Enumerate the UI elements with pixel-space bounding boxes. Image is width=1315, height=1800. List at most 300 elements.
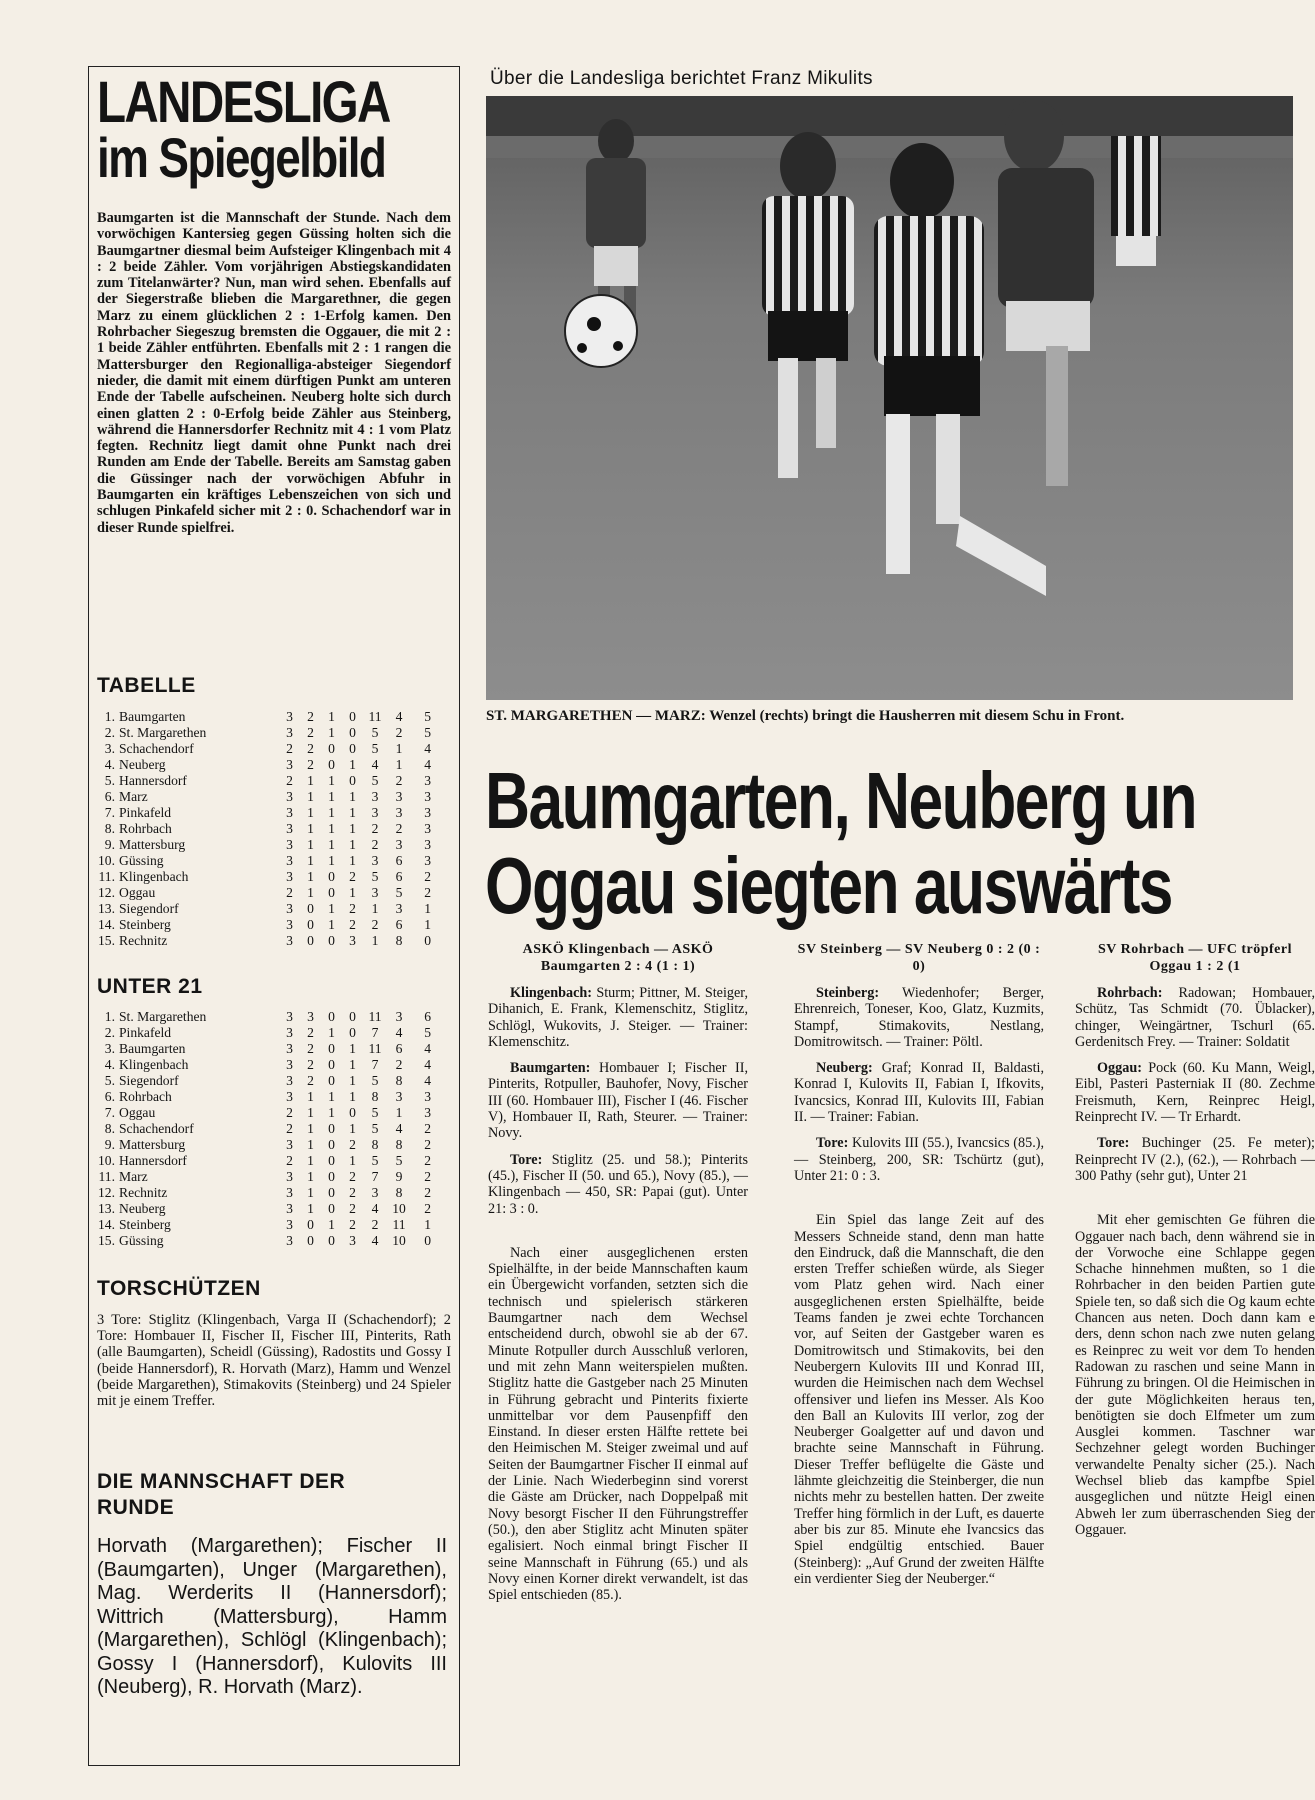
cell-team: Mattersburg: [119, 1137, 186, 1152]
cell-rank: 3.: [104, 741, 115, 756]
cell-pts: 3: [424, 789, 431, 804]
cell-w: 2: [307, 741, 314, 756]
cell-gf: 5: [371, 725, 379, 740]
cell-ga: 5: [395, 885, 403, 900]
cell-sp: 3: [286, 789, 293, 804]
table-row: [89, 1217, 431, 1233]
table-row: [89, 1089, 431, 1105]
cell-sp: 3: [286, 805, 293, 820]
photo-caption: [486, 707, 1293, 725]
cell-gf: 1: [371, 933, 379, 948]
cell-team: Neuberg: [119, 757, 166, 772]
game2-report: Ein Spiel das lange Zeit auf des Messers Schneide stand, denn man hatte den Eindruck, daß die Mannschaft, die den ersten Treffer schießen würde, als Sieger vom Platz gehen wird. Nach einer ausgeglichenen ersten Spielhälfte, beide Teams fanden je zwei echte Torchancen vor, auf Seiten der Gastgeber waren es Domitrowitsch und Stimakovits, bei den Neubergern Kulovits III und Konrad III, wurden die Heimischen nach dem Wechsel offensiver und liefen ins Messer. Als Koo den Ball an Kulovits III verlor, zog der Neuberger Goalgetter auf und davon und brachte seine Mannschaft in Führung. Dieser Treffer beflügelte die Gäste und lähmte gleichzeitig die Steinberger, die nun nichts mehr zu bestellen hatten. Der zweite Treffer hing förmlich in der Luft, es dauerte aber bis zur 85. Minute ehe Ivancsics das Spiel endgültig entschied. Bauer (Steinberg): „Auf Grund der zweiten Hälfte ein verdienter Sieg der Neuberger.“: [794, 1212, 1044, 1587]
table-row: [89, 757, 431, 773]
cell-d: 0: [328, 1073, 335, 1088]
cell-w: 2: [307, 709, 314, 724]
cell-ga: 6: [395, 853, 403, 868]
cell-l: 1: [349, 821, 356, 836]
game-rohrbach-oggau-clip: [1075, 942, 1315, 1782]
cell-w: 1: [307, 1201, 314, 1216]
cell-w: 2: [307, 757, 314, 772]
cell-l: 0: [349, 725, 356, 740]
cell-rank: 14.: [98, 917, 115, 932]
cell-w: 1: [307, 1137, 314, 1152]
cell-l: 1: [349, 1153, 356, 1168]
cell-sp: 3: [286, 1057, 293, 1072]
cell-gf: 5: [371, 1153, 379, 1168]
table-row: [89, 1121, 431, 1137]
cell-ga: 2: [395, 725, 403, 740]
cell-team: Baumgarten: [119, 709, 186, 724]
cell-d: 0: [328, 869, 335, 884]
cell-team: Schachendorf: [119, 741, 194, 756]
cell-sp: 2: [286, 741, 293, 756]
cell-rank: 7.: [104, 805, 115, 820]
game3-title: SV Rohrbach — UFC tröpferl Oggau 1 : 2 (1: [1098, 942, 1292, 974]
cell-w: 1: [307, 789, 314, 804]
game2-tore: Kulovits III (55.), Ivancsics (85.), — Steinberg, 200, SR: Tschürtz (gut), Unter 21: 0 : 3.: [794, 1135, 1045, 1184]
cell-team: Rechnitz: [119, 933, 168, 948]
cell-team: Mattersburg: [119, 837, 186, 852]
game2-away-lineup: Graf; Konrad II, Baldasti, Konrad I, Kulovits II, Fabian I, Ifkovits, Ivancsics, Konrad III, Kulovits III, Fabian II. — Trainer: Fabian.: [794, 1060, 1044, 1126]
cell-sp: 3: [286, 1233, 293, 1248]
cell-pts: 5: [424, 725, 431, 740]
cell-ga: 3: [395, 1009, 403, 1024]
cell-ga: 3: [395, 837, 403, 852]
cell-l: 1: [349, 1073, 356, 1088]
table-row: [89, 1009, 431, 1025]
cell-gf: 3: [371, 789, 379, 804]
cell-team: Oggau: [119, 885, 156, 900]
table-row: [89, 821, 431, 837]
cell-sp: 3: [286, 1169, 293, 1184]
cell-team: Hannersdorf: [119, 1153, 187, 1168]
cell-w: 2: [307, 1041, 314, 1056]
cell-team: Siegendorf: [119, 1073, 179, 1088]
caption-rest: Wenzel (rechts) bringt die Hausherren mit diesem Schu in Front.: [709, 708, 1125, 724]
cell-gf: 7: [371, 1057, 379, 1072]
cell-sp: 3: [286, 853, 293, 868]
cell-sp: 3: [286, 933, 293, 948]
cell-team: Oggau: [119, 1105, 156, 1120]
cell-w: 1: [307, 805, 314, 820]
cell-w: 2: [307, 1057, 314, 1072]
cell-gf: 5: [371, 773, 379, 788]
table-row: [89, 853, 431, 869]
cell-l: 0: [349, 709, 356, 724]
cell-l: 1: [349, 789, 356, 804]
cell-ga: 6: [395, 869, 403, 884]
table-row: [89, 741, 431, 757]
cell-d: 1: [328, 821, 335, 836]
cell-pts: 2: [424, 1137, 431, 1152]
cell-w: 2: [307, 1073, 314, 1088]
game2-home-label: Steinberg:: [816, 985, 880, 1001]
cell-gf: 5: [371, 1121, 379, 1136]
cell-pts: 5: [424, 1025, 431, 1040]
cell-rank: 8.: [104, 821, 115, 836]
cell-pts: 1: [424, 1217, 431, 1232]
cell-d: 1: [328, 917, 335, 932]
cell-w: 0: [307, 1217, 314, 1232]
cell-d: 0: [328, 1057, 335, 1072]
cell-gf: 8: [371, 1137, 379, 1152]
cell-rank: 11.: [98, 869, 115, 884]
cell-ga: 4: [395, 1025, 403, 1040]
caption-bold: ST. MARGARETHEN — MARZ:: [486, 708, 706, 724]
cell-sp: 3: [286, 901, 293, 916]
cell-ga: 6: [395, 917, 403, 932]
cell-sp: 2: [286, 1105, 293, 1120]
cell-w: 0: [307, 1233, 314, 1248]
cell-sp: 3: [286, 725, 293, 740]
cell-d: 1: [328, 837, 335, 852]
cell-d: 1: [328, 1025, 335, 1040]
cell-l: 1: [349, 1057, 356, 1072]
cell-l: 1: [349, 1041, 356, 1056]
cell-team: Klingenbach: [119, 869, 189, 884]
cell-d: 0: [328, 1041, 335, 1056]
cell-pts: 0: [424, 933, 431, 948]
cell-d: 0: [328, 885, 335, 900]
cell-gf: 5: [371, 1073, 379, 1088]
cell-l: 2: [349, 1185, 356, 1200]
cell-ga: 3: [395, 1089, 403, 1104]
cell-d: 1: [328, 1105, 335, 1120]
cell-l: 3: [349, 933, 356, 948]
cell-rank: 2.: [104, 1025, 115, 1040]
cell-rank: 1.: [104, 1009, 115, 1024]
cell-ga: 10: [392, 1233, 406, 1248]
cell-rank: 7.: [104, 1105, 115, 1120]
cell-w: 1: [307, 1105, 314, 1120]
table-row: [89, 917, 431, 933]
cell-pts: 2: [424, 869, 431, 884]
cell-w: 1: [307, 821, 314, 836]
match-photo: [486, 96, 1293, 700]
cell-ga: 1: [395, 741, 403, 756]
cell-sp: 3: [286, 1073, 293, 1088]
cell-w: 0: [307, 901, 314, 916]
cell-ga: 2: [395, 821, 403, 836]
cell-gf: 5: [371, 869, 379, 884]
cell-team: St. Margarethen: [119, 725, 207, 740]
cell-pts: 0: [424, 1233, 431, 1248]
game2-title: SV Steinberg — SV Neuberg 0 : 2 (0 : 0): [797, 942, 1041, 974]
table-row: [89, 933, 431, 949]
cell-pts: 2: [424, 1169, 431, 1184]
cell-d: 1: [328, 725, 335, 740]
headline-line1: Baumgarten, Neuberg un: [485, 756, 1197, 845]
cell-rank: 14.: [98, 1217, 115, 1232]
cell-sp: 3: [286, 1201, 293, 1216]
cell-ga: 6: [395, 1041, 403, 1056]
cell-d: 0: [328, 1137, 335, 1152]
cell-rank: 8.: [104, 1121, 115, 1136]
cell-team: Marz: [119, 1169, 148, 1184]
table-row: [89, 789, 431, 805]
cell-team: Pinkafeld: [119, 1025, 172, 1040]
cell-gf: 4: [371, 1233, 379, 1248]
cell-pts: 3: [424, 1105, 431, 1120]
cell-pts: 1: [424, 901, 431, 916]
game1-home-lineup: Sturm; Pittner, M. Steiger, Dihanich, E. Frank, Klemenschitz, Stiglitz, Schlögl, Wukovits, J. Steiger. — Trainer: Klemenschitz.: [488, 985, 749, 1050]
cell-team: St. Margarethen: [119, 1009, 207, 1024]
game-steinberg-neuberg: [794, 942, 1044, 1587]
cell-w: 2: [307, 1025, 314, 1040]
cell-pts: 3: [424, 837, 431, 852]
cell-gf: 5: [371, 741, 379, 756]
cell-gf: 3: [371, 885, 379, 900]
table-row: [89, 725, 431, 741]
cell-rank: 10.: [98, 1153, 115, 1168]
table-row: [89, 1057, 431, 1073]
cell-gf: 5: [371, 1105, 379, 1120]
u21-table: [89, 1009, 431, 1249]
cell-w: 1: [307, 1185, 314, 1200]
cell-gf: 3: [371, 853, 379, 868]
cell-team: Pinkafeld: [119, 805, 172, 820]
cell-team: Neuberg: [119, 1201, 166, 1216]
cell-sp: 3: [286, 1217, 293, 1232]
cell-pts: 5: [424, 709, 431, 724]
cell-pts: 3: [424, 1089, 431, 1104]
cell-team: Hannersdorf: [119, 773, 187, 788]
cell-l: 1: [349, 1089, 356, 1104]
cell-gf: 4: [371, 1201, 379, 1216]
cell-d: 1: [328, 709, 335, 724]
cell-d: 1: [328, 789, 335, 804]
cell-w: 3: [307, 1009, 314, 1024]
cell-l: 1: [349, 757, 356, 772]
game-rohrbach-oggau: [1075, 942, 1315, 1538]
cell-d: 1: [328, 901, 335, 916]
cell-gf: 4: [371, 757, 379, 772]
cell-w: 1: [307, 773, 314, 788]
cell-pts: 4: [424, 1041, 431, 1056]
cell-gf: 7: [371, 1169, 379, 1184]
cell-pts: 2: [424, 1185, 431, 1200]
cell-gf: 2: [371, 821, 379, 836]
cell-l: 1: [349, 1121, 356, 1136]
cell-d: 0: [328, 757, 335, 772]
cell-d: 0: [328, 1009, 335, 1024]
cell-ga: 5: [395, 1153, 403, 1168]
cell-pts: 2: [424, 1201, 431, 1216]
cell-ga: 8: [395, 1185, 403, 1200]
game3-away-label: Oggau:: [1097, 1060, 1142, 1077]
cell-w: 1: [307, 1089, 314, 1104]
game2-home-lineup: Wiedenhofer; Berger, Ehrenreich, Toneser, Koo, Glatz, Kuzmits, Stampf, Stimakovits, Nestlang, Domitrowitsch. — Trainer: Pöltl.: [794, 985, 1044, 1050]
game-klingenbach-baumgarten: [488, 942, 748, 1603]
cell-w: 2: [307, 725, 314, 740]
cell-gf: 8: [371, 1089, 379, 1104]
torschuetzen-heading: TORSCHÜTZEN: [97, 1277, 261, 1300]
cell-sp: 2: [286, 885, 293, 900]
cell-ga: 8: [395, 1137, 403, 1152]
cell-w: 1: [307, 837, 314, 852]
cell-sp: 2: [286, 773, 293, 788]
cell-pts: 4: [424, 1073, 431, 1088]
cell-pts: 3: [424, 773, 431, 788]
cell-pts: 1: [424, 917, 431, 932]
cell-rank: 11.: [98, 1169, 115, 1184]
cell-gf: 3: [371, 805, 379, 820]
cell-gf: 11: [368, 1009, 382, 1024]
cell-team: Marz: [119, 789, 148, 804]
cell-ga: 8: [395, 1073, 403, 1088]
table-row: [89, 1233, 431, 1249]
cell-l: 1: [349, 853, 356, 868]
game3-away-lineup: Pock (60. Ku Mann, Weigl, Eibl, Pasteri Pasterniak II (80. Zechme Freismuth, Kern, Reinprec Heigl, Reinprecht IV. — Tr Erhardt.: [1075, 1060, 1315, 1126]
cell-pts: 2: [424, 885, 431, 900]
cell-sp: 2: [286, 1121, 293, 1136]
cell-w: 0: [307, 933, 314, 948]
cell-l: 0: [349, 773, 356, 788]
table-row: [89, 773, 431, 789]
tabelle-table: [89, 709, 431, 949]
table-row: [89, 1137, 431, 1153]
sidebar-title-line2: im Spiegelbild: [97, 126, 386, 189]
cell-l: 2: [349, 869, 356, 884]
table-row: [89, 1185, 431, 1201]
cell-gf: 3: [371, 1185, 379, 1200]
cell-team: Rechnitz: [119, 1185, 168, 1200]
game3-home-lineup: Radowan; Hombauer, Schütz, Tas Schmidt (70. Üblacker), chinger, Weingärtner, Tschurl (65. Gerdenitsch Frey. — Trainer: Soldatit: [1075, 985, 1315, 1050]
cell-pts: 2: [424, 1153, 431, 1168]
byline: Über die Landesliga berichtet Franz Mikulits: [490, 68, 873, 89]
cell-w: 1: [307, 1153, 314, 1168]
game3-home-label: Rohrbach:: [1097, 985, 1163, 1001]
cell-l: 2: [349, 1137, 356, 1152]
cell-w: 1: [307, 885, 314, 900]
landesliga-sidebar: [88, 66, 460, 1766]
cell-sp: 3: [286, 1041, 293, 1056]
cell-d: 0: [328, 1201, 335, 1216]
cell-team: Klingenbach: [119, 1057, 189, 1072]
cell-rank: 15.: [98, 1233, 115, 1248]
cell-rank: 6.: [104, 789, 115, 804]
cell-rank: 15.: [98, 933, 115, 948]
cell-sp: 3: [286, 1137, 293, 1152]
cell-team: Rohrbach: [119, 1089, 172, 1104]
cell-rank: 5.: [104, 773, 115, 788]
cell-ga: 9: [395, 1169, 403, 1184]
cell-ga: 2: [395, 1057, 403, 1072]
torschuetzen-text: 3 Tore: Stiglitz (Klingenbach, Varga II (Schachendorf); 2 Tore: Hombauer II, Fischer II, Fischer III, Pinterits, Rath (alle Baumgarten), Scheidl (Güssing), Radostits und Gossy I (beide Hannersdorf), R. Horvath (Marz), Hamm und Wenzel (beide Margarethen), Stimakovits (Steinberg) und 24 Spieler mit je einem Treffer.: [97, 1312, 451, 1410]
cell-team: Steinberg: [119, 1217, 171, 1232]
mannschaft-text: Horvath (Margarethen); Fischer II (Baumgarten), Unger (Margarethen), Mag. Werderits II (Hannersdorf); Wittrich (Mattersburg), Hamm (Margarethen), Schlögl (Klingenbach); Gossy I (Hannersdorf), Kulovits III (Neuberg), R. Horvath (Marz).: [97, 1535, 447, 1698]
cell-rank: 4.: [104, 1057, 115, 1072]
sidebar-intro: Baumgarten ist die Mannschaft der Stunde. Nach dem vorwöchigen Kantersieg gegen Güssing holten sich die Baumgartner diesmal beim Aufsteiger Klingenbach mit 4 : 2 beide Zähler. Vom vorjährigen Abstiegskandidaten zum Titelanwärter? Nun, man wird sehen. Ebenfalls auf der Siegerstraße blieben die Margarethner, die gegen Marz zu einem glücklichen 2 : 1-Erfolg kamen. Den Rohrbacher Siegeszug bremsten die Oggauer, die mit 2 : 1 beide Zähler entführten. Ebenfalls mit 2 : 1 rangen die Mattersburger den Regionalliga-absteiger Siegendorf nieder, die damit mit einem dürftigen Punkt am unteren Ende der Tabelle aufscheinen. Neuberg holte sich durch einen glatten 2 : 0-Erfolg beide Zähler aus Steinberg, während die Hannersdorfer Rechnitz mit 4 : 1 vom Platz fegten. Rechnitz liegt damit ohne Punkt nach drei Runden am Ende der Tabelle. Bereits am Samstag gaben die Güssinger nach der vorwöchigen Abfuhr in Baumgarten ein kräftiges Lebenszeichen von sich und schlugen Pinkafeld sicher mit 2 : 0. Schachendorf war in dieser Runde spielfrei.: [97, 210, 451, 536]
cell-team: Schachendorf: [119, 1121, 194, 1136]
cell-sp: 3: [286, 1025, 293, 1040]
cell-l: 0: [349, 741, 356, 756]
cell-rank: 12.: [98, 1185, 115, 1200]
cell-rank: 9.: [104, 1137, 115, 1152]
cell-pts: 2: [424, 1121, 431, 1136]
cell-w: 1: [307, 853, 314, 868]
cell-gf: 1: [371, 901, 379, 916]
cell-gf: 2: [371, 837, 379, 852]
cell-w: 1: [307, 1169, 314, 1184]
cell-team: Güssing: [119, 853, 164, 868]
cell-team: Baumgarten: [119, 1041, 186, 1056]
cell-ga: 4: [395, 709, 403, 724]
game1-tore: Stiglitz (25. und 58.); Pinterits (45.), Fischer II (50. und 65.), Novy (85.), — Klingenbach — 450, SR: Papai (gut). Unter 21: 3 : 0.: [488, 1151, 748, 1217]
cell-l: 2: [349, 1169, 356, 1184]
cell-team: Siegendorf: [119, 901, 179, 916]
table-row: [89, 1041, 431, 1057]
cell-rank: 3.: [104, 1041, 115, 1056]
cell-sp: 3: [286, 821, 293, 836]
cell-gf: 7: [371, 1025, 379, 1040]
cell-ga: 2: [395, 773, 403, 788]
cell-l: 0: [349, 1105, 356, 1120]
cell-gf: 11: [368, 709, 382, 724]
cell-rank: 5.: [104, 1073, 115, 1088]
cell-d: 1: [328, 773, 335, 788]
cell-sp: 2: [286, 1153, 293, 1168]
game2-away-label: Neuberg:: [816, 1060, 873, 1077]
table-row: [89, 709, 431, 725]
cell-l: 2: [349, 1201, 356, 1216]
cell-rank: 1.: [104, 709, 115, 724]
cell-l: 1: [349, 805, 356, 820]
cell-ga: 1: [395, 757, 403, 772]
cell-team: Steinberg: [119, 917, 171, 932]
cell-pts: 4: [424, 757, 431, 772]
cell-rank: 13.: [98, 901, 115, 916]
cell-sp: 3: [286, 757, 293, 772]
cell-l: 2: [349, 901, 356, 916]
game3-tore-label: Tore:: [1097, 1135, 1130, 1152]
cell-pts: 3: [424, 853, 431, 868]
table-row: [89, 1201, 431, 1217]
cell-l: 0: [349, 1025, 356, 1040]
table-row: [89, 901, 431, 917]
cell-ga: 3: [395, 901, 403, 916]
cell-l: 0: [349, 1009, 356, 1024]
cell-l: 2: [349, 917, 356, 932]
cell-sp: 3: [286, 709, 293, 724]
cell-l: 1: [349, 885, 356, 900]
cell-l: 3: [349, 1233, 356, 1248]
table-row: [89, 1105, 431, 1121]
cell-sp: 3: [286, 917, 293, 932]
cell-pts: 3: [424, 805, 431, 820]
game3-report: Mit eher gemischten Ge führen die Oggauer nach bach, denn während sie in der Vorwoche eine Schlappe gegen Schache hinnehmen mußten, so 1 die Rohrbacher in den beiden Partien gute Spiele ten, so daß sich die Og kaum echte Chancen aus neten. Doch dann kam e ders, denn schon nach zwe nuten gelang es Reinprec zu weit vor dem To henden Radowan zu raschen und seine Mann in Führung zu bringen. Ol die Heimischen in der gute Möglichkeiten heraus ten, benötigten sie doch Elfmeter um zum Ausglei kommen. Taschner war Sechzehner gelegt worden Buchinger verwandelte Penalty sicher (25.). Nach Wechsel blieb das kampfbe Spiel ausgeglichen und nützte Heigl einen Abweh ler zum überraschenden Sieg der Oggauer.: [1075, 1212, 1315, 1538]
table-row: [89, 837, 431, 853]
sidebar-title-line1: LANDESLIGA: [97, 70, 390, 135]
cell-rank: 12.: [98, 885, 115, 900]
cell-rank: 10.: [98, 853, 115, 868]
football-scene-image: [486, 96, 1293, 700]
cell-w: 1: [307, 1121, 314, 1136]
cell-gf: 2: [371, 917, 379, 932]
cell-rank: 2.: [104, 725, 115, 740]
cell-d: 1: [328, 1217, 335, 1232]
cell-d: 1: [328, 805, 335, 820]
cell-sp: 3: [286, 869, 293, 884]
cell-l: 2: [349, 1217, 356, 1232]
cell-ga: 3: [395, 789, 403, 804]
game1-tore-label: Tore:: [510, 1151, 543, 1168]
cell-gf: 2: [371, 1217, 379, 1232]
cell-sp: 3: [286, 1009, 293, 1024]
cell-d: 1: [328, 1089, 335, 1104]
cell-ga: 8: [395, 933, 403, 948]
